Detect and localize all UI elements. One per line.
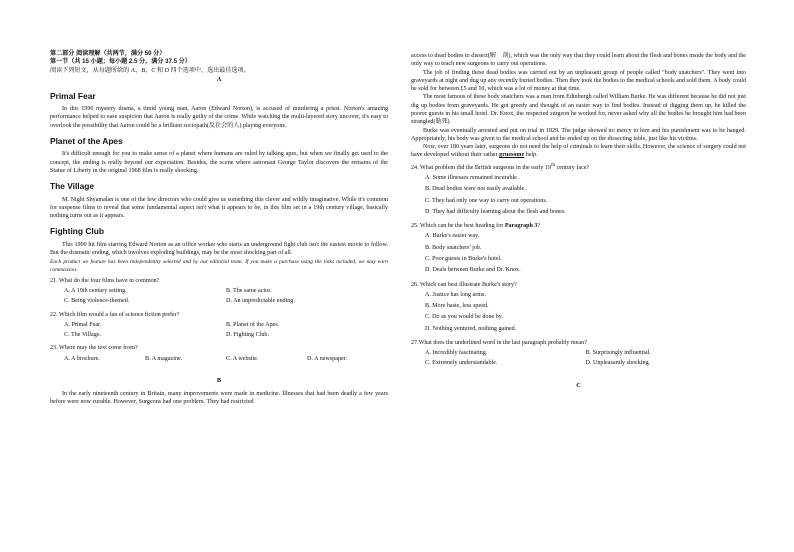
stem-text: 25. Which can be the best heading for [411, 223, 505, 230]
option-b: B. A magazine. [145, 355, 183, 362]
film-title-planet-of-the-apes: Planet of the Apes [50, 135, 123, 146]
option-c: C. The Village. [64, 332, 101, 339]
film-text-fighting-club: This 1999 hit film starring Edward Norton as an office worker who starts an underground fight club isn't the easiest movie to follow. But the dramatic ending, which involves exploding buildings, may be the most shocking part of all. [50, 241, 388, 257]
option-a: A. A 19th century setting. [64, 287, 127, 294]
question-stem: 22. Which film would a fan of science fiction prefer? [50, 311, 180, 318]
right-column [411, 52, 746, 394]
passage-b-paragraph-4: Burke was eventually arrested and put on trial in 1829. The judge showed no mercy to him and his punishment was to be hanged. Appropriately, his body was given to the medical school and he ended up on the dissecting table, just like his victims. [411, 127, 746, 142]
film-title-the-village: The Village [50, 181, 95, 192]
passage-b-paragraph-1: In the early nineteenth century in Britain, many improvements were made in medicine. Illnesses that had been deadly a few years before were now curable. However, Surgeons had one problem. They had restricted [50, 390, 388, 405]
stem-superscript: th [551, 161, 556, 168]
question-24 [411, 162, 746, 219]
stem-text-end: ? [537, 223, 541, 230]
question-stem: 21. What do the four films have in common? [50, 277, 160, 284]
stem-bold: Paragraph 3 [504, 223, 538, 230]
passage-b-paragraph-5 [411, 143, 746, 160]
question-26 [411, 281, 746, 336]
question-options [50, 321, 388, 342]
paragraph-5-text: Now, over 180 years later, surgeons do not need the help of criminals to learn their skills. However, the science of surgery could not have developed without their rather [411, 144, 746, 159]
option-d: D. Unpleasantly shocking. [585, 360, 651, 367]
section-subtitle: 第一节（共 15 小题；每小题 2.5 分，满分 37.5 分） [50, 58, 191, 66]
question-options [411, 232, 746, 277]
passage-c-letter: C [576, 381, 581, 389]
passage-b-paragraph-1-continued: access to dead bodies to dissect(解 剖), which was the only way that they could learn about the flesh and bones inside the body and the only way to teach new surgeons to carry out operations. [411, 53, 746, 68]
film-title-primal-fear: Primal Fear [50, 90, 96, 101]
option-a: A. A brochure. [64, 355, 100, 362]
passage-b-paragraph-2: The job of finding these dead bodies was carried out by an unpleasant group of people called "body snatchers". They went into graveyards at night and dug up any recently buried bodies. Then they took the bodies to the medical schools and sold them. A body could be sold for between £5 and 10, which was a lot of money at that time. [411, 69, 746, 93]
question-22 [50, 311, 388, 342]
option-a: A. Some illnesses remained incurable . [425, 174, 520, 181]
film-text-planet-of-the-apes: It's difficult enough for you to make sense of a planet where humans are ruled by talking apes, but when we finally get used to the concept, the ending is really beyond our expectation. Besides, the scene where astronaut George Taylor discovers the remains of the Statue of Liberty in the original 1968 film is really shocking. [50, 151, 388, 174]
question-23 [50, 344, 388, 365]
stem-text: 24. What problem did the British surgeons in the early 19 [411, 164, 552, 171]
option-b: B. Dead bodies were not easily available . [425, 186, 528, 193]
option-a: A. Justice has long arms. [425, 291, 486, 298]
question-stem: 26. Which can best illustrate Burke's story? [411, 281, 517, 288]
option-c: C. Being violence-themed. [64, 298, 130, 305]
option-d: D. Fighting Club. [226, 332, 270, 339]
film-title-fighting-club: Fighting Club [50, 226, 104, 237]
option-b: B. The same actor. [226, 287, 272, 294]
question-stem: 27.What does the underlined word in the last paragraph probably mean? [411, 339, 587, 346]
question-options [411, 174, 746, 219]
stem-text-end: century face? [555, 164, 590, 171]
question-25 [411, 222, 746, 277]
passage-a-letter: A [216, 75, 222, 83]
question-27 [411, 339, 746, 370]
underlined-word: gruesome [499, 152, 525, 159]
paragraph-5-end: help. [524, 152, 538, 159]
option-c: C. A website. [226, 355, 259, 362]
option-c: C. Poor guests in Burke's hotel. [425, 255, 502, 262]
section-instruction: 阅读下列短文，从每题所给的 A、B、C 和 D 四个选项中，选出最佳选项。 [50, 67, 250, 74]
passage-b-paragraph-3: The most famous of these body snatchers was a man from Edinburgh called William Burke. He was different because he did not just dig up bodies from graveyards. He got greedy and thought of an easier way to find bodies. Instead of digging them up, he killed the poorer guests in his small hotel. Dr. Knox, the respected surgeon he worked for, never asked why all the bodies he brought him had been strangled(勒死). [411, 94, 746, 126]
option-d: D. They had difficulty learning about the flesh and bones. [425, 208, 566, 215]
question-stem: 23. Where may the text come from? [50, 345, 138, 352]
left-column [50, 50, 388, 406]
question-21 [50, 277, 388, 308]
option-c: C. They had only one way to carry out operations. [425, 197, 548, 204]
section-title: 第二部分 阅读理解（共两节，满分 50 分） [50, 50, 166, 57]
option-b: B. Surprisingly influential. [585, 350, 651, 357]
option-c: C. Extremely understandable. [425, 360, 498, 367]
option-c: C. Do as you would be done by. [425, 314, 503, 321]
option-b: B. Planet of the Apes. [226, 321, 280, 328]
option-b: B. Body snatchers' job. [425, 244, 482, 251]
passage-b-letter: B [216, 376, 222, 384]
option-a: A. Burke's easier way. [425, 233, 480, 240]
question-stem [411, 162, 746, 172]
option-a: A. Primal Fear. [64, 321, 102, 328]
option-b: B. More haste, less speed. [425, 303, 489, 310]
question-options [50, 287, 388, 308]
question-options [411, 349, 746, 370]
film-text-primal-fear: In this 1996 mystery drama, a timid young man, Aaron (Edward Norton), is accused of murdering a priest. Norton's amazing performance helped to ease suspicion that Aaron is really guilty of the crime. While watching the multi-layered story uncover, it's easy to overlook the possibility that Aaron could be a brilliant sociopath(反社会的人) playing everyone. [50, 105, 388, 129]
question-options [50, 355, 388, 365]
option-d: D. An unpredictable ending. [226, 298, 295, 305]
film-text-the-village: M. Night Shyamalan is one of the few directors who could give us something this clever and wildly imaginative. While it's common for suspense films to reveal that some fundamental aspect isn't what it appears to be, in this film set in a 19th century village, basically nothing turns out as it appears. [50, 196, 388, 220]
option-a: A. Incredibly fascinating. [425, 350, 488, 357]
option-d: D. A newspaper. [307, 355, 347, 362]
question-options [411, 291, 746, 336]
question-stem [411, 222, 746, 230]
option-d: D. Deals between Burke and Dr. Knox. [425, 267, 521, 274]
option-d: D. Nothing ventured, nothing gained. [425, 325, 517, 332]
editorial-note: Each product we feature has been independently selected and by our editorial team. If you make a purchase using the links included, we may earn commission. [50, 259, 388, 274]
